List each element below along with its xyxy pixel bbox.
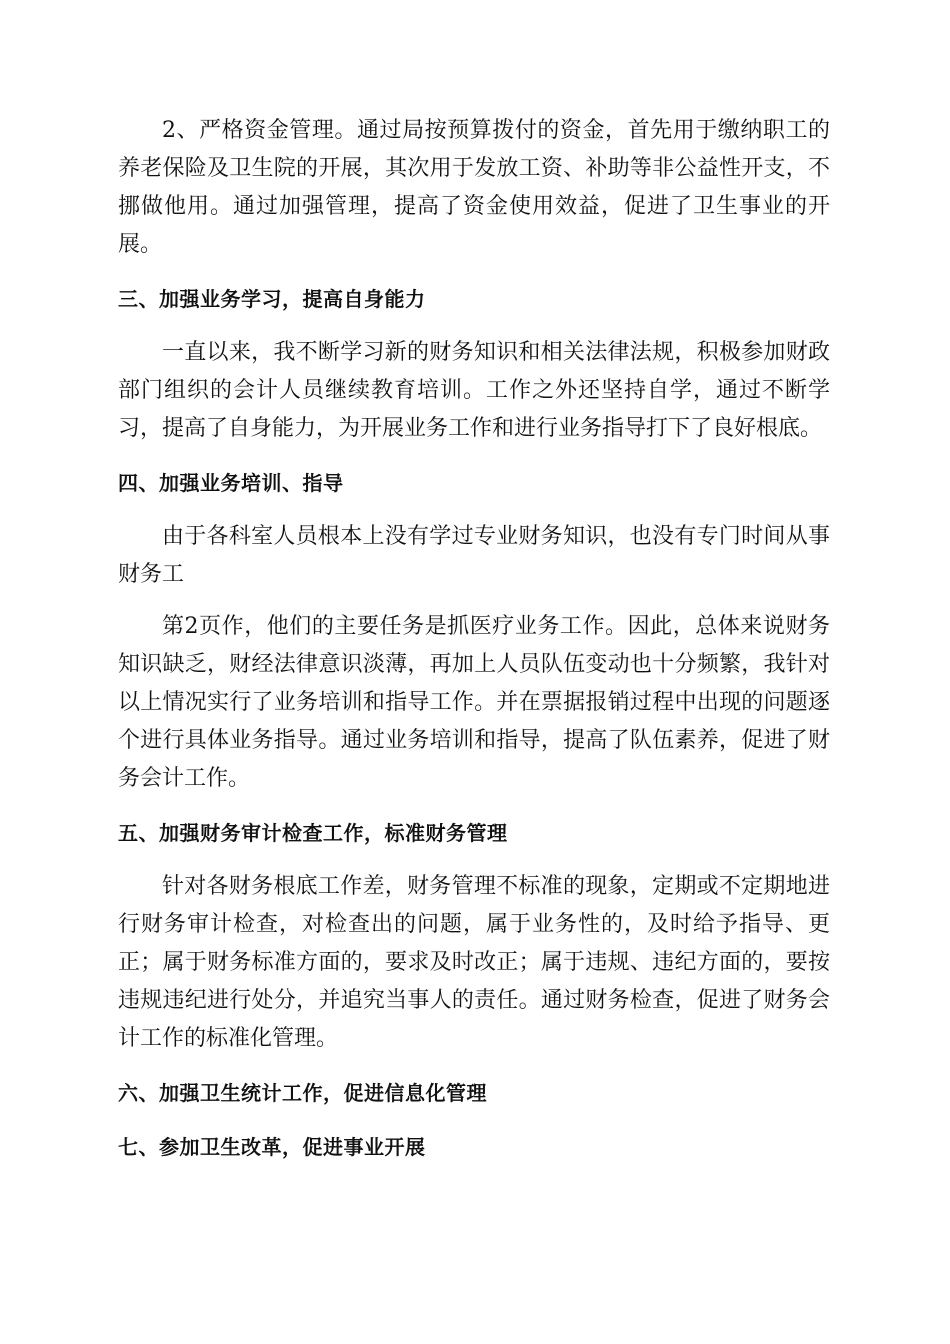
heading-section-7: 七、参加卫生改革，促进事业开展 — [118, 1135, 426, 1159]
document-body — [118, 112, 830, 1166]
paragraph-audit-inspection: 针对各财务根底工作差，财务管理不标准的现象，定期或不定期地进行财务审计检查，对检查出的问题，属于业务性的，及时给予指导、更正；属于财务标准方面的，要求及时改正；属于违规、违纪方面的，要按违规违纪进行处分，并追究当事人的责任。通过财务检查，促进了财务会计工作的标准化管理。 — [118, 874, 830, 1051]
paragraph-self-learning: 一直以来，我不断学习新的财务知识和相关法律法规，积极参加财政部门组织的会计人员继续教育培训。工作之外还坚持自学，通过不断学习，提高了自身能力，为开展业务工作和进行业务指导打下了良好根底。 — [118, 340, 830, 441]
paragraph-fund-management: 2、严格资金管理。通过局按预算拨付的资金，首先用于缴纳职工的养老保险及卫生院的开展，其次用于发放工资、补助等非公益性开支，不挪做他用。通过加强管理，提高了资金使用效益，促进了卫生事业的开展。 — [118, 118, 830, 257]
heading-section-4: 四、加强业务培训、指导 — [118, 471, 344, 495]
paragraph-training-details: 第2页作，他们的主要任务是抓医疗业务工作。因此，总体来说财务知识缺乏，财经法律意识淡薄，再加上人员队伍变动也十分频繁，我针对以上情况实行了业务培训和指导工作。并在票据报销过程中出现的问题逐个进行具体业务指导。通过业务培训和指导，提高了队伍素养，促进了财务会计工作。 — [118, 614, 830, 791]
heading-section-5: 五、加强财务审计检查工作，标准财务管理 — [118, 821, 508, 845]
heading-section-3: 三、加强业务学习，提高自身能力 — [118, 287, 426, 311]
paragraph-training-intro: 由于各科室人员根本上没有学过专业财务知识，也没有专门时间从事财务工 — [118, 524, 830, 587]
heading-section-6: 六、加强卫生统计工作，促进信息化管理 — [118, 1081, 487, 1105]
